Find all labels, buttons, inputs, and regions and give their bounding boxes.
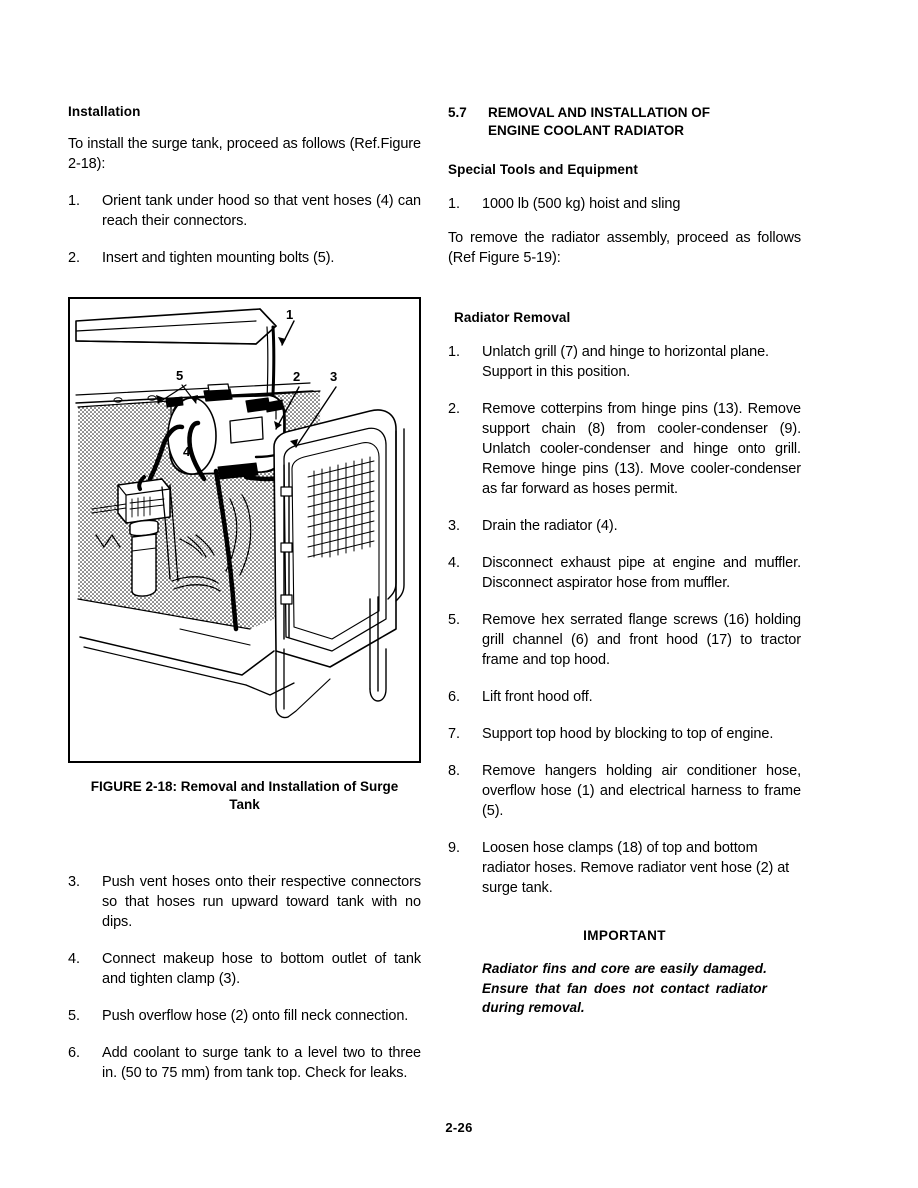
installation-steps-bottom-list xyxy=(68,872,421,1083)
list-item-number: 1. xyxy=(448,344,460,361)
figure-callout-3: 3 xyxy=(330,369,338,384)
list-item xyxy=(448,724,801,744)
section-5-7-heading xyxy=(448,104,801,140)
list-item-number: 6. xyxy=(68,1045,80,1061)
list-item xyxy=(448,838,801,898)
figure-callout-2: 2 xyxy=(293,369,301,384)
list-item-text: Orient tank under hood so that vent hoses (4) can reach their connectors. xyxy=(102,192,421,229)
list-item-text: Disconnect exhaust pipe at engine and muffler. Disconnect aspirator hose from muffler. xyxy=(482,555,801,592)
list-item xyxy=(68,949,421,989)
surge-tank-line-drawing xyxy=(70,299,419,761)
list-item xyxy=(448,194,801,214)
important-notice xyxy=(448,928,801,1016)
list-item-number: 5. xyxy=(68,1008,80,1024)
section-title-line-2: ENGINE COOLANT RADIATOR xyxy=(488,123,685,139)
list-item-text: Remove hex serrated flange screws (16) holding grill channel (6) and front hood (17) to tractor frame and top hood. xyxy=(482,612,801,669)
list-item-text: Drain the radiator (4). xyxy=(482,518,618,535)
figure-caption-line-1: FIGURE 2-18: Removal and Installation of Surge xyxy=(90,779,399,794)
list-item xyxy=(68,872,421,932)
list-item xyxy=(448,610,801,670)
list-item xyxy=(448,516,801,536)
list-item xyxy=(68,191,421,231)
list-item-text: Remove cotterpins from hinge pins (13). Remove support chain (8) from cooler-condenser (9). Unlatch cooler-condenser and hinge onto grill. Remove hinge pins (13). Move cooler-condenser as far forward as hoses permit. xyxy=(482,401,801,498)
list-item-number: 9. xyxy=(448,840,460,857)
list-item-number: 6. xyxy=(448,689,460,706)
figure-caption-line-2: Tank xyxy=(229,797,260,813)
list-item-number: 7. xyxy=(448,726,460,743)
figure-callout-5: 5 xyxy=(176,368,184,383)
list-item-number: 2. xyxy=(448,401,460,418)
list-item-text: Connect makeup hose to bottom outlet of tank and tighten clamp (3). xyxy=(102,951,421,987)
list-item-number: 5. xyxy=(448,612,460,629)
radiator-removal-list xyxy=(448,342,801,898)
figure-caption xyxy=(68,778,421,814)
installation-heading: Installation xyxy=(68,104,141,119)
important-body: Radiator fins and core are easily damaged. Ensure that fan does not contact radiator during removal. xyxy=(482,961,767,1015)
figure-2-18-illustration xyxy=(68,297,421,763)
list-item xyxy=(448,761,801,821)
list-item xyxy=(68,248,421,268)
important-title: IMPORTANT xyxy=(583,928,666,944)
remove-intro-paragraph: To remove the radiator assembly, proceed as follows (Ref Figure 5-19): xyxy=(448,230,801,267)
list-item-number: 3. xyxy=(68,874,80,890)
list-item-text: Remove hangers holding air conditioner hose, overflow hose (1) and electrical harness to frame (5). xyxy=(482,763,801,820)
list-item-text: 1000 lb (500 kg) hoist and sling xyxy=(482,196,681,213)
left-column-bottom xyxy=(68,855,421,1083)
list-item-number: 1. xyxy=(448,196,460,213)
list-item-text: Lift front hood off. xyxy=(482,689,593,706)
left-column-top xyxy=(68,104,421,268)
installation-intro: To install the surge tank, proceed as follows (Ref.Figure 2-18): xyxy=(68,135,421,172)
list-item-text: Unlatch grill (7) and hinge to horizontal plane. Support in this position. xyxy=(482,344,769,381)
installation-steps-top-list xyxy=(68,191,421,268)
list-item-text: Push vent hoses onto their respective connectors so that hoses run upward toward tank with no dips. xyxy=(102,874,421,930)
figure-callout-4: 4 xyxy=(183,444,191,459)
list-item-text: Loosen hose clamps (18) of top and bottom radiator hoses. Remove radiator vent hose (2) at surge tank. xyxy=(482,840,790,897)
section-number: 5.7 xyxy=(448,105,467,120)
list-item-text: Push overflow hose (2) onto fill neck connection. xyxy=(102,1008,409,1024)
list-item-number: 8. xyxy=(448,763,460,780)
list-item xyxy=(448,687,801,707)
list-item xyxy=(68,1006,421,1026)
list-item xyxy=(448,399,801,499)
page-number: 2-26 xyxy=(445,1120,473,1135)
section-title-line-1: REMOVAL AND INSTALLATION OF xyxy=(488,105,710,120)
list-item-number: 4. xyxy=(448,555,460,572)
radiator-removal-heading: Radiator Removal xyxy=(454,310,571,326)
special-tools-heading: Special Tools and Equipment xyxy=(448,162,638,178)
list-item-number: 2. xyxy=(68,249,80,266)
list-item-text: Add coolant to surge tank to a level two to three in. (50 to 75 mm) from tank top. Check for leaks. xyxy=(102,1045,421,1081)
special-tools-list xyxy=(448,194,801,214)
list-item-number: 3. xyxy=(448,518,460,535)
list-item-number: 4. xyxy=(68,951,80,967)
list-item-number: 1. xyxy=(68,192,80,209)
figure-callout-1: 1 xyxy=(286,307,294,322)
list-item-text: Support top hood by blocking to top of engine. xyxy=(482,726,774,743)
list-item-text: Insert and tighten mounting bolts (5). xyxy=(102,249,335,266)
list-item xyxy=(448,553,801,593)
right-column xyxy=(448,104,801,1017)
list-item xyxy=(68,1043,421,1083)
list-item xyxy=(448,342,801,382)
